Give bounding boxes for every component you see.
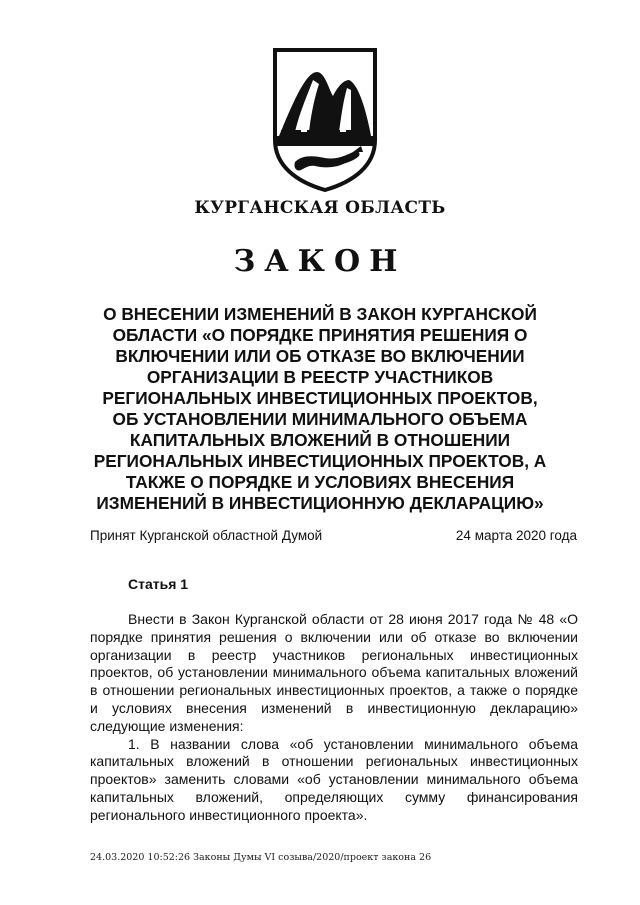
adopted-by: Принят Курганской областной Думой bbox=[90, 528, 323, 543]
document-type: ЗАКОН bbox=[233, 244, 407, 279]
adopted-date: 24 марта 2020 года bbox=[455, 528, 577, 543]
footer-stamp: 24.03.2020 10:52:26 Законы Думы VI созыва/2020/проект закона 26 bbox=[90, 852, 432, 863]
article-body bbox=[90, 611, 578, 825]
article-paragraph: Внести в Закон Курганской области от 28 июня 2017 года № 48 «О порядке принятия решения о включении или об отказе во включении организации в реестр участников региональных инвестиционных проектов, об установлении минимального объема капитальных вложений в отношении региональных инвестиционных проектов, а также о порядке и условиях внесения изменений в инвестиционную декларацию» следующие изменения: bbox=[90, 611, 578, 734]
kurgan-coat-of-arms-icon bbox=[269, 44, 381, 192]
adoption-line bbox=[90, 528, 577, 543]
article-paragraph: 1. В названии слова «об установлении минимального объема капитальных вложений в отношении региональных инвестиционных проектов» заменить словами «об установлении минимального объема капитальных вложений, определяющих сумму финансирования регионального инвестиционного проекта». bbox=[90, 735, 578, 823]
region-name: КУРГАНСКАЯ ОБЛАСТЬ bbox=[194, 198, 446, 218]
law-title: О ВНЕСЕНИИ ИЗМЕНЕНИЙ В ЗАКОН КУРГАНСКОЙ ОБЛАСТИ «О ПОРЯДКЕ ПРИНЯТИЯ РЕШЕНИЯ О ВКЛЮЧЕНИИ ИЛИ ОБ ОТКАЗЕ ВО ВКЛЮЧЕНИИ ОРГАНИЗАЦИИ В РЕЕСТР УЧАСТНИКОВ РЕГИОНАЛЬНЫХ ИНВЕСТИЦИОННЫХ ПРОЕКТОВ, ОБ УСТАНОВЛЕНИИ МИНИМАЛЬНОГО ОБЪЕМА КАПИТАЛЬНЫХ ВЛОЖЕНИЙ В ОТНОШЕНИИ РЕГИОНАЛЬНЫХ ИНВЕСТИЦИОННЫХ ПРОЕКТОВ, А ТАКЖЕ О ПОРЯДКЕ И УСЛОВИЯХ ВНЕСЕНИЯ ИЗМЕНЕНИЙ В ИНВЕСТИЦИОННУЮ ДЕКЛАРАЦИЮ» bbox=[93, 304, 547, 513]
article-heading: Статья 1 bbox=[128, 576, 189, 592]
